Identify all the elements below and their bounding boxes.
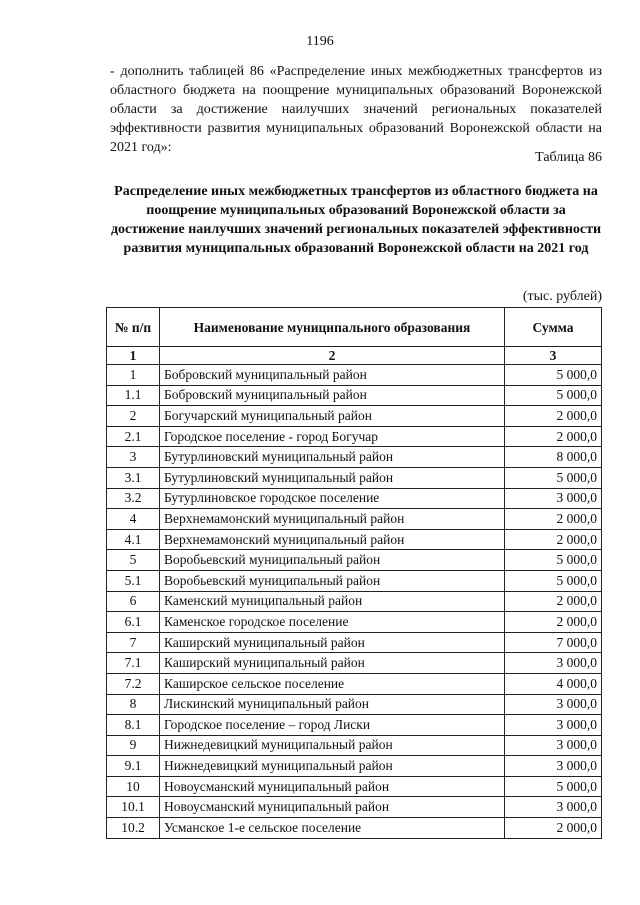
row-sum: 5 000,0 xyxy=(505,467,602,488)
index-col-3: 3 xyxy=(505,347,602,365)
row-number: 8.1 xyxy=(107,715,160,736)
table-row xyxy=(107,756,602,777)
row-name: Новоусманский муниципальный район xyxy=(160,797,505,818)
table-row xyxy=(107,488,602,509)
table-row xyxy=(107,776,602,797)
table-row xyxy=(107,529,602,550)
row-number: 6 xyxy=(107,591,160,612)
table-row xyxy=(107,632,602,653)
row-number: 3.2 xyxy=(107,488,160,509)
row-sum: 5 000,0 xyxy=(505,550,602,571)
row-sum: 2 000,0 xyxy=(505,426,602,447)
index-col-1: 1 xyxy=(107,347,160,365)
row-sum: 5 000,0 xyxy=(505,385,602,406)
table-row xyxy=(107,467,602,488)
table-header-row xyxy=(107,308,602,347)
row-sum: 3 000,0 xyxy=(505,797,602,818)
table-row xyxy=(107,447,602,468)
row-name: Богучарский муниципальный район xyxy=(160,406,505,427)
row-name: Воробьевский муниципальный район xyxy=(160,570,505,591)
row-name: Городское поселение - город Богучар xyxy=(160,426,505,447)
row-number: 7.1 xyxy=(107,653,160,674)
table-row xyxy=(107,797,602,818)
row-sum: 2 000,0 xyxy=(505,529,602,550)
table-row xyxy=(107,385,602,406)
row-name: Верхнемамонский муниципальный район xyxy=(160,509,505,530)
row-number: 1 xyxy=(107,365,160,386)
table-row xyxy=(107,570,602,591)
table-row xyxy=(107,426,602,447)
row-sum: 5 000,0 xyxy=(505,776,602,797)
header-number: № п/п xyxy=(107,308,160,347)
row-name: Каширский муниципальный район xyxy=(160,632,505,653)
row-name: Бутурлиновское городское поселение xyxy=(160,488,505,509)
row-name: Каменское городское поселение xyxy=(160,612,505,633)
row-name: Воробьевский муниципальный район xyxy=(160,550,505,571)
row-number: 7.2 xyxy=(107,673,160,694)
row-sum: 5 000,0 xyxy=(505,365,602,386)
row-name: Каширский муниципальный район xyxy=(160,653,505,674)
table-body xyxy=(107,365,602,839)
row-sum: 2 000,0 xyxy=(505,818,602,839)
row-number: 2 xyxy=(107,406,160,427)
row-name: Нижнедевицкий муниципальный район xyxy=(160,756,505,777)
row-sum: 2 000,0 xyxy=(505,591,602,612)
row-name: Усманское 1-е сельское поселение xyxy=(160,818,505,839)
row-sum: 3 000,0 xyxy=(505,715,602,736)
row-number: 10 xyxy=(107,776,160,797)
table-row xyxy=(107,715,602,736)
table-title: Распределение иных межбюджетных трансфертов из областного бюджета на поощрение муниципальных образований Воронежской области за достижение наилучших значений региональных показателей эффективности развития муниципальных образований Воронежской области на 2021 год xyxy=(110,184,602,256)
table-row xyxy=(107,673,602,694)
row-number: 6.1 xyxy=(107,612,160,633)
table-label: Таблица 86 xyxy=(535,150,602,165)
row-name: Бобровский муниципальный район xyxy=(160,365,505,386)
header-sum: Сумма xyxy=(505,308,602,347)
row-sum: 3 000,0 xyxy=(505,756,602,777)
row-sum: 5 000,0 xyxy=(505,570,602,591)
row-number: 4 xyxy=(107,509,160,530)
table-row xyxy=(107,653,602,674)
table-index-row xyxy=(107,347,602,365)
distribution-table xyxy=(106,307,602,839)
table-row xyxy=(107,591,602,612)
row-number: 10.2 xyxy=(107,818,160,839)
row-sum: 4 000,0 xyxy=(505,673,602,694)
row-name: Бутурлиновский муниципальный район xyxy=(160,447,505,468)
row-sum: 3 000,0 xyxy=(505,488,602,509)
row-sum: 2 000,0 xyxy=(505,509,602,530)
row-number: 9 xyxy=(107,735,160,756)
table-row xyxy=(107,818,602,839)
row-name: Бутурлиновский муниципальный район xyxy=(160,467,505,488)
row-name: Бобровский муниципальный район xyxy=(160,385,505,406)
row-number: 3.1 xyxy=(107,467,160,488)
table-row xyxy=(107,509,602,530)
table-row xyxy=(107,612,602,633)
header-name: Наименование муниципального образования xyxy=(160,308,505,347)
index-col-2: 2 xyxy=(160,347,505,365)
row-number: 9.1 xyxy=(107,756,160,777)
row-sum: 8 000,0 xyxy=(505,447,602,468)
row-number: 4.1 xyxy=(107,529,160,550)
row-number: 5.1 xyxy=(107,570,160,591)
row-sum: 3 000,0 xyxy=(505,653,602,674)
page-number: 1196 xyxy=(306,34,334,49)
table-row xyxy=(107,735,602,756)
table-row xyxy=(107,550,602,571)
row-number: 8 xyxy=(107,694,160,715)
row-name: Верхнемамонский муниципальный район xyxy=(160,529,505,550)
row-number: 5 xyxy=(107,550,160,571)
row-name: Новоусманский муниципальный район xyxy=(160,776,505,797)
row-sum: 2 000,0 xyxy=(505,406,602,427)
row-name: Каширское сельское поселение xyxy=(160,673,505,694)
row-name: Лискинский муниципальный район xyxy=(160,694,505,715)
row-sum: 2 000,0 xyxy=(505,612,602,633)
row-name: Нижнедевицкий муниципальный район xyxy=(160,735,505,756)
row-sum: 3 000,0 xyxy=(505,735,602,756)
units-label: (тыс. рублей) xyxy=(522,289,602,304)
row-number: 7 xyxy=(107,632,160,653)
intro-paragraph: - дополнить таблицей 86 «Распределение иных межбюджетных трансфертов из областного бюджета на поощрение муниципальных образований Воронежской области за достижение наилучших значений региональных показателей эффективности развития муниципальных образований Воронежской области на 2021 год»: xyxy=(110,64,602,155)
row-number: 10.1 xyxy=(107,797,160,818)
table-row xyxy=(107,365,602,386)
table-row xyxy=(107,406,602,427)
table-row xyxy=(107,694,602,715)
row-number: 2.1 xyxy=(107,426,160,447)
row-sum: 7 000,0 xyxy=(505,632,602,653)
row-sum: 3 000,0 xyxy=(505,694,602,715)
row-name: Городское поселение – город Лиски xyxy=(160,715,505,736)
row-number: 3 xyxy=(107,447,160,468)
row-number: 1.1 xyxy=(107,385,160,406)
row-name: Каменский муниципальный район xyxy=(160,591,505,612)
